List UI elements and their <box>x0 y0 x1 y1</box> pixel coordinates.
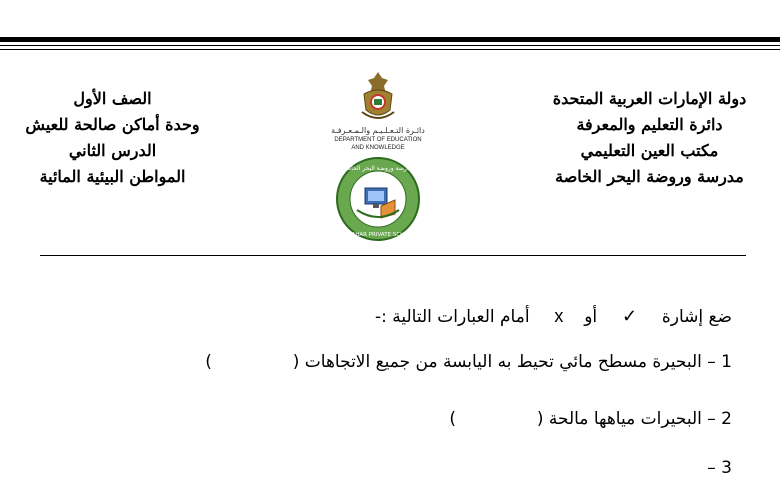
answer-open-paren: ( <box>292 352 300 372</box>
grade-label: الصف الأول <box>73 89 152 108</box>
question-text: البحيرات مياهها مالحة <box>548 409 702 429</box>
uae-falcon-emblem-icon <box>358 70 398 124</box>
check-mark-icon: ✓ <box>621 306 638 326</box>
question-number: 2 <box>721 409 732 429</box>
instruction-before-statements: أمام العبارات التالية :- <box>374 307 530 327</box>
question-text: البحيرة مسطح مائي تحيط به اليابسة من جميع الاتجاهات <box>304 352 702 372</box>
instruction-put-mark: ضع إشارة <box>661 307 732 327</box>
header-rule-thin <box>0 45 780 46</box>
question-number: 3 <box>721 458 732 478</box>
instruction-or: أو <box>584 307 598 327</box>
school-name: مدرسة وروضة اليحر الخاصة <box>555 167 744 186</box>
header-rule-thick <box>0 37 780 42</box>
x-mark-icon: x <box>554 306 564 326</box>
question-dash: – <box>707 458 716 478</box>
question-number: 1 <box>721 352 732 372</box>
lesson-label: الدرس الثاني <box>68 141 157 160</box>
question-dash: – <box>707 409 716 429</box>
header-right <box>527 86 772 190</box>
department-name: دائرة التعليم والمعرفة <box>576 115 723 134</box>
answer-close-paren: ) <box>449 409 456 429</box>
question-item <box>707 458 732 478</box>
school-name-english: AL YAHAR PRIVATE SCHOOL <box>339 232 417 238</box>
topic-label: المواطن البيئية المائية <box>39 167 186 186</box>
office-name: مكتب العين التعليمي <box>580 141 719 160</box>
question-item <box>449 409 732 429</box>
country-name: دولة الإمارات العربية المتحدة <box>552 89 747 108</box>
school-name-arabic: مدرسة وروضة اليحر الخاصة <box>342 165 414 172</box>
department-english-label-2: AND KNOWLEDGE <box>351 145 405 151</box>
question-dash: – <box>707 352 716 372</box>
unit-label: وحدة أماكن صالحة للعيش <box>25 115 200 134</box>
header-rule-thin <box>0 49 780 50</box>
answer-close-paren: ) <box>205 352 212 372</box>
instructions <box>375 306 732 327</box>
school-logo-icon <box>335 156 421 242</box>
header-bottom-rule <box>40 255 746 256</box>
logo-block <box>318 70 438 250</box>
question-item <box>205 352 732 372</box>
header-left <box>0 86 225 190</box>
department-english-label-1: DEPARTMENT OF EDUCATION <box>334 137 422 143</box>
department-arabic-label: دائـرة التـعـلـيـم والـمـعـرفـة <box>331 126 425 135</box>
answer-open-paren: ( <box>536 409 544 429</box>
